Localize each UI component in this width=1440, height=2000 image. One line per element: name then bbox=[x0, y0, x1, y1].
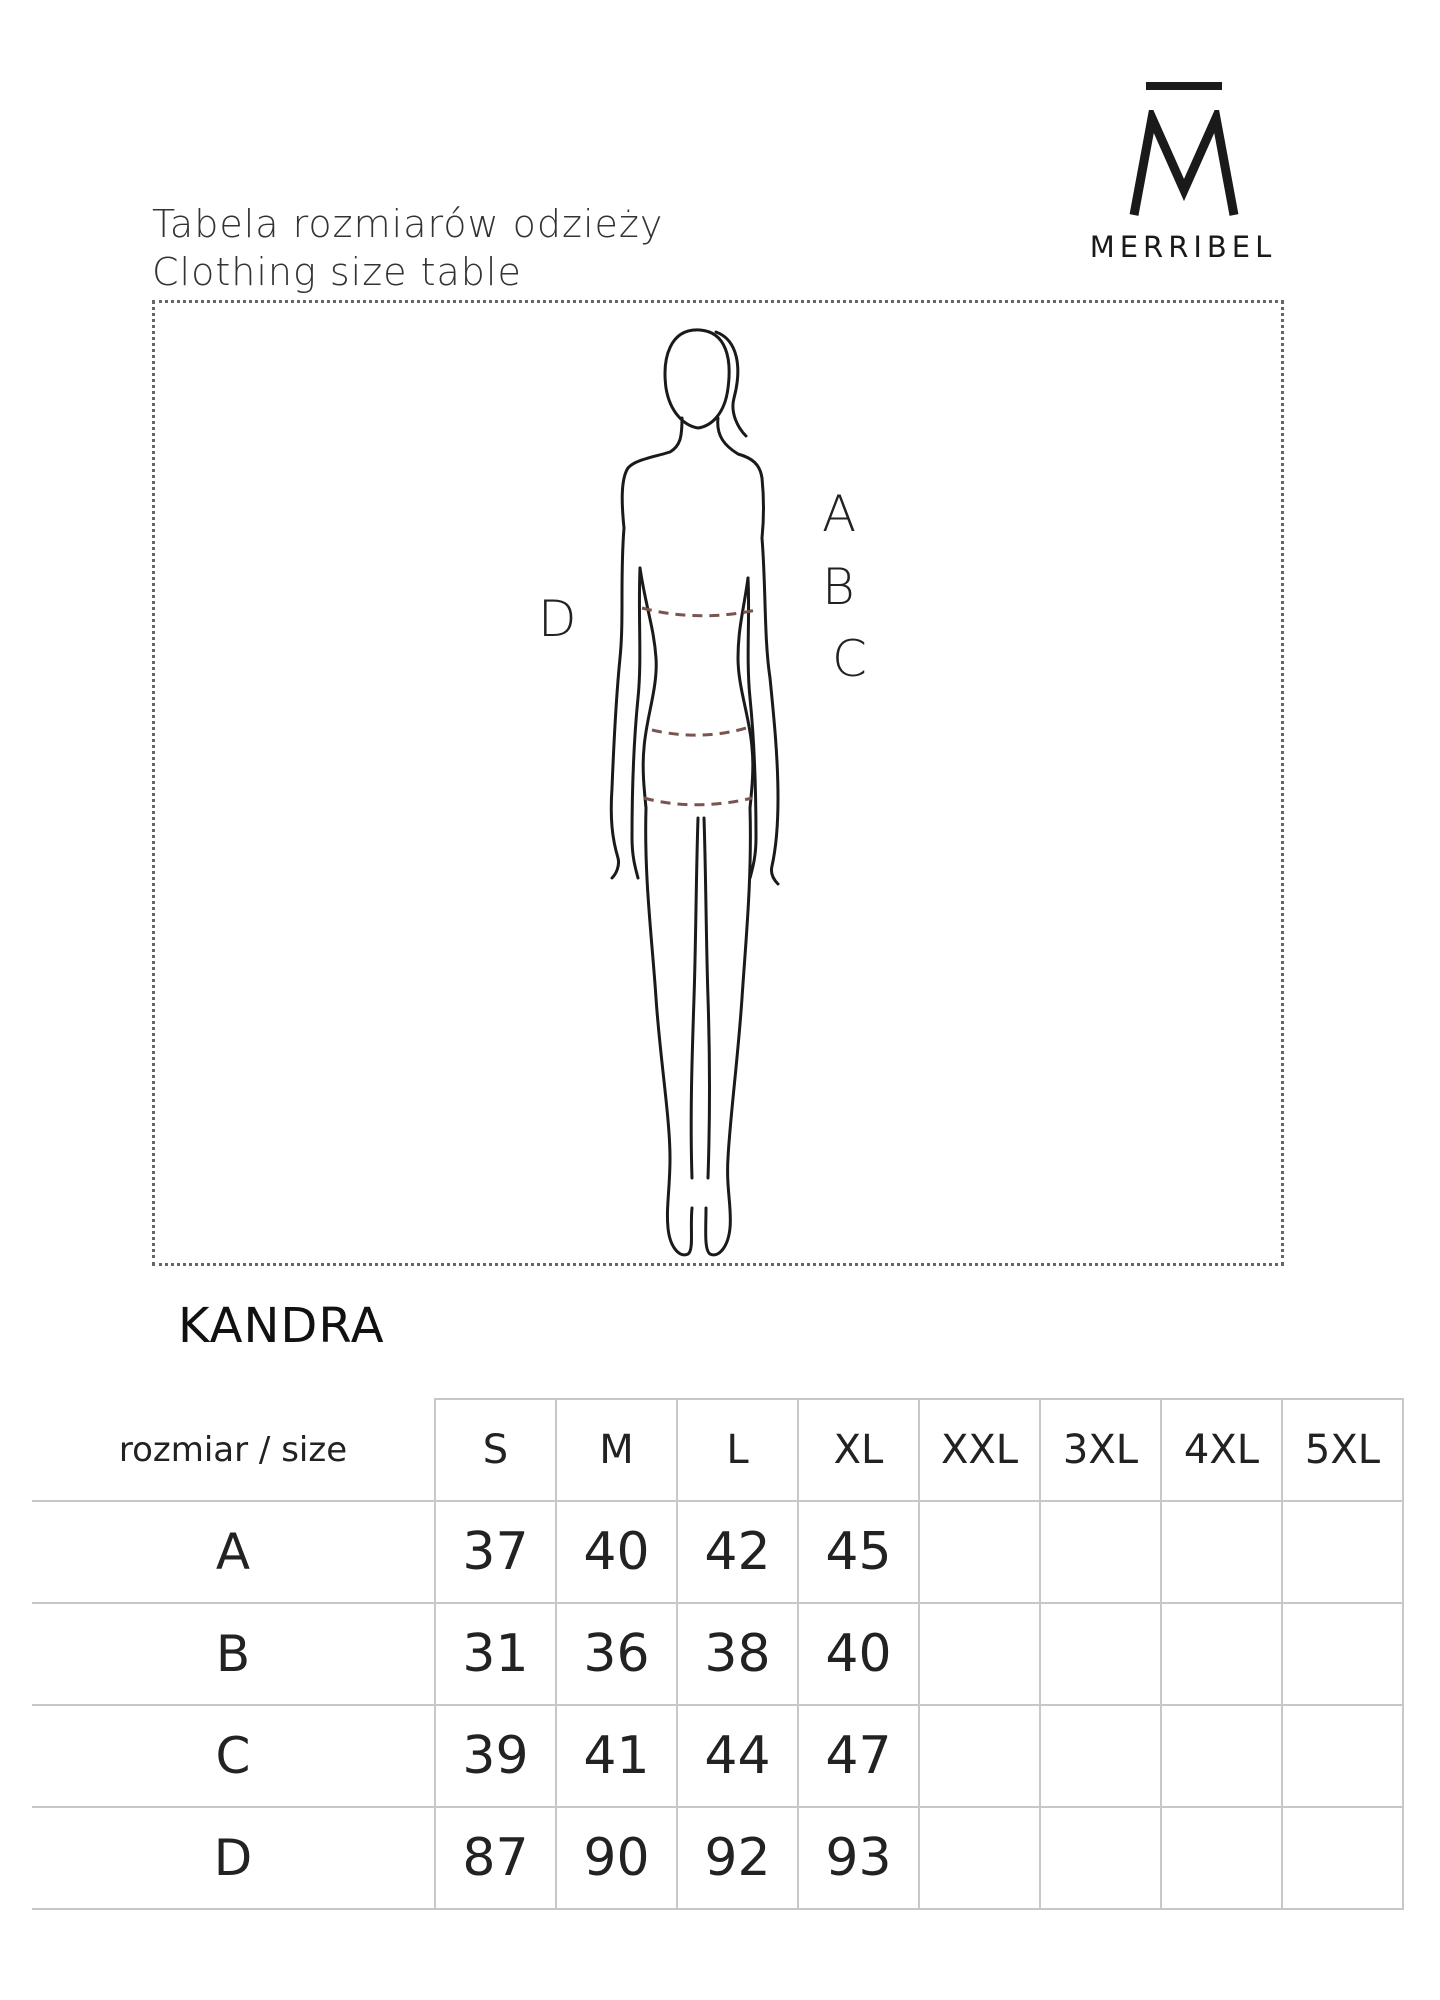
table-cell bbox=[1282, 1501, 1403, 1603]
brand-name: MERRIBEL bbox=[1089, 230, 1277, 264]
table-cell: 47 bbox=[798, 1705, 919, 1807]
table-cell bbox=[919, 1807, 1040, 1909]
table-cell: 41 bbox=[556, 1705, 677, 1807]
table-cell: 38 bbox=[677, 1603, 798, 1705]
logo-bar bbox=[1146, 82, 1222, 90]
row-label: B bbox=[32, 1603, 435, 1705]
row-label: A bbox=[32, 1501, 435, 1603]
table-cell bbox=[1040, 1501, 1161, 1603]
table-cell: 90 bbox=[556, 1807, 677, 1909]
logo-m-icon bbox=[1124, 110, 1244, 220]
table-cell: 40 bbox=[556, 1501, 677, 1603]
product-name: KANDRA bbox=[178, 1298, 385, 1354]
table-cell: 42 bbox=[677, 1501, 798, 1603]
row-label: C bbox=[32, 1705, 435, 1807]
size-header: 5XL bbox=[1282, 1399, 1403, 1501]
body-measurement-illustration bbox=[520, 318, 880, 1268]
size-header: XL bbox=[798, 1399, 919, 1501]
table-cell: 45 bbox=[798, 1501, 919, 1603]
size-header: 4XL bbox=[1161, 1399, 1282, 1501]
table-cell bbox=[1040, 1603, 1161, 1705]
size-header-row bbox=[32, 1399, 1403, 1501]
table-cell bbox=[1282, 1603, 1403, 1705]
brand-logo bbox=[1068, 78, 1298, 278]
table-cell: 40 bbox=[798, 1603, 919, 1705]
table-cell bbox=[1161, 1807, 1282, 1909]
table-cell bbox=[1040, 1705, 1161, 1807]
table-cell bbox=[1282, 1807, 1403, 1909]
table-cell: 92 bbox=[677, 1807, 798, 1909]
table-row bbox=[32, 1603, 1403, 1705]
row-label: D bbox=[32, 1807, 435, 1909]
table-cell: 39 bbox=[435, 1705, 556, 1807]
size-header: 3XL bbox=[1040, 1399, 1161, 1501]
measure-label-a: A bbox=[822, 485, 857, 543]
table-cell bbox=[919, 1603, 1040, 1705]
table-cell: 36 bbox=[556, 1603, 677, 1705]
measure-label-b: B bbox=[822, 558, 855, 616]
table-row bbox=[32, 1501, 1403, 1603]
size-table-title bbox=[152, 200, 663, 296]
table-cell bbox=[1161, 1501, 1282, 1603]
table-cell: 44 bbox=[677, 1705, 798, 1807]
table-cell: 37 bbox=[435, 1501, 556, 1603]
measure-label-d: D bbox=[538, 590, 577, 648]
table-cell bbox=[1161, 1603, 1282, 1705]
size-header: L bbox=[677, 1399, 798, 1501]
table-cell: 93 bbox=[798, 1807, 919, 1909]
table-cell bbox=[1040, 1807, 1161, 1909]
table-cell bbox=[1161, 1705, 1282, 1807]
table-cell bbox=[1282, 1705, 1403, 1807]
table-row bbox=[32, 1807, 1403, 1909]
size-header: XXL bbox=[919, 1399, 1040, 1501]
table-cell: 87 bbox=[435, 1807, 556, 1909]
measure-label-c: C bbox=[832, 630, 867, 688]
table-cell: 31 bbox=[435, 1603, 556, 1705]
size-header: S bbox=[435, 1399, 556, 1501]
table-row bbox=[32, 1705, 1403, 1807]
size-corner-label: rozmiar / size bbox=[32, 1399, 435, 1501]
title-english: Clothing size table bbox=[152, 250, 522, 294]
table-cell bbox=[919, 1705, 1040, 1807]
table-cell bbox=[919, 1501, 1040, 1603]
size-table bbox=[32, 1398, 1404, 1910]
size-header: M bbox=[556, 1399, 677, 1501]
title-polish: Tabela rozmiarów odzieży bbox=[152, 202, 664, 246]
